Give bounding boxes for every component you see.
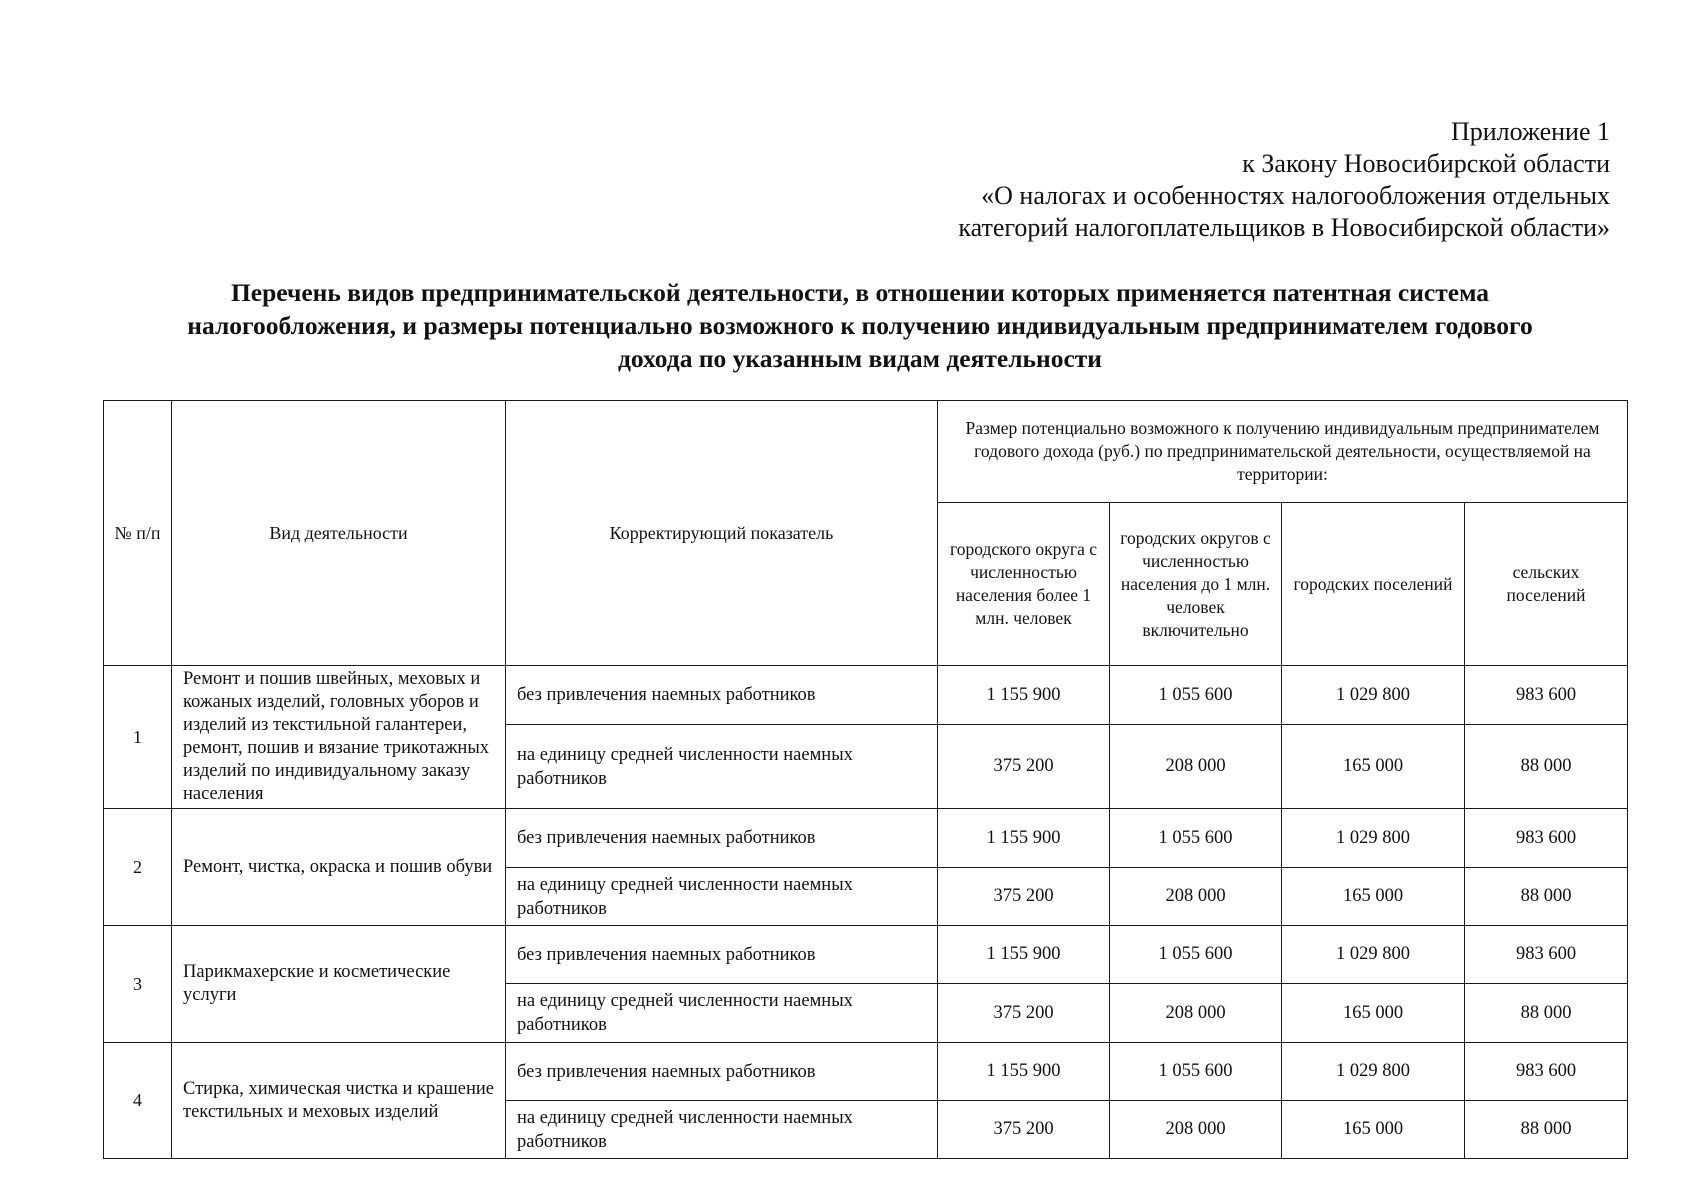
row-value: 88 000 xyxy=(1465,725,1628,809)
row-indicator: на единицу средней численности наемных работников xyxy=(506,725,938,809)
row-indicator: на единицу средней численности наемных работников xyxy=(506,868,938,926)
row-value: 165 000 xyxy=(1282,984,1465,1043)
header-urban-settlements xyxy=(1282,503,1465,666)
row-value: 375 200 xyxy=(938,1101,1110,1159)
row-value: 1 055 600 xyxy=(1110,809,1282,868)
row-value: 375 200 xyxy=(938,725,1110,809)
row-value: 983 600 xyxy=(1465,1043,1628,1101)
table-row xyxy=(104,666,1628,725)
row-value: 1 029 800 xyxy=(1282,926,1465,984)
row-value: 88 000 xyxy=(1465,1101,1628,1159)
row-value: 208 000 xyxy=(1110,868,1282,926)
row-activity: Стирка, химическая чистка и крашение текстильных и меховых изделий xyxy=(172,1043,506,1159)
row-value: 1 155 900 xyxy=(938,1043,1110,1101)
header-income-size-text: Размер потенциально возможного к получению индивидуальным предпринимателем годового дохода (руб.) по предпринимательской деятельности, осуществляемой на территории: xyxy=(965,418,1600,484)
row-value: 1 029 800 xyxy=(1282,1043,1465,1101)
appendix-line: к Закону Новосибирской области xyxy=(1242,149,1610,178)
header-num: № п/п xyxy=(104,401,172,666)
header-city-over-1m-text: городского округа с численностью населения более 1 млн. человек xyxy=(950,539,1097,628)
row-value: 1 055 600 xyxy=(1110,1043,1282,1101)
row-indicator: без привлечения наемных работников xyxy=(506,809,938,868)
row-value: 1 029 800 xyxy=(1282,809,1465,868)
table-row xyxy=(104,1043,1628,1101)
header-rural-settlements-text: сельских поселений xyxy=(1506,562,1586,605)
row-indicator: на единицу средней численности наемных работников xyxy=(506,984,938,1043)
row-number: 2 xyxy=(104,809,172,926)
table-row xyxy=(104,809,1628,868)
row-value: 165 000 xyxy=(1282,725,1465,809)
row-value: 165 000 xyxy=(1282,868,1465,926)
header-urban-settlements-text: городских поселений xyxy=(1293,573,1453,594)
row-value: 375 200 xyxy=(938,868,1110,926)
header-cities-under-1m xyxy=(1110,503,1282,666)
row-indicator: без привлечения наемных работников xyxy=(506,1043,938,1101)
row-value: 1 155 900 xyxy=(938,809,1110,868)
row-value: 1 155 900 xyxy=(938,926,1110,984)
row-activity: Ремонт, чистка, окраска и пошив обуви xyxy=(172,809,506,926)
row-value: 88 000 xyxy=(1465,868,1628,926)
header-indicator: Корректирующий показатель xyxy=(506,401,938,666)
header-cities-under-1m-text: городских округов с численностью населения до 1 млн. человек включительно xyxy=(1120,527,1271,640)
row-number: 4 xyxy=(104,1043,172,1159)
appendix-line: категорий налогоплательщиков в Новосибирской области» xyxy=(958,213,1610,242)
row-value: 1 055 600 xyxy=(1110,666,1282,725)
title-line: налогообложения, и размеры потенциально возможного к получению индивидуальным предпринимателем годового xyxy=(187,311,1533,340)
appendix-header xyxy=(958,116,1610,244)
header-city-over-1m xyxy=(938,503,1110,666)
appendix-line: Приложение 1 xyxy=(1450,117,1610,146)
row-number: 3 xyxy=(104,926,172,1043)
row-value: 1 055 600 xyxy=(1110,926,1282,984)
header-activity: Вид деятельности xyxy=(172,401,506,666)
row-value: 208 000 xyxy=(1110,984,1282,1043)
row-value: 1 029 800 xyxy=(1282,666,1465,725)
row-indicator: без привлечения наемных работников xyxy=(506,666,938,725)
row-value: 983 600 xyxy=(1465,809,1628,868)
row-indicator: без привлечения наемных работников xyxy=(506,926,938,984)
header-rural-settlements xyxy=(1465,503,1628,666)
row-value: 1 155 900 xyxy=(938,666,1110,725)
row-indicator: на единицу средней численности наемных работников xyxy=(506,1101,938,1159)
title-line: Перечень видов предпринимательской деятельности, в отношении которых применяется патентная система xyxy=(230,278,1490,307)
row-activity: Парикмахерские и косметические услуги xyxy=(172,926,506,1043)
row-value: 983 600 xyxy=(1465,926,1628,984)
document-title xyxy=(100,276,1620,375)
appendix-line: «О налогах и особенностях налогообложения отдельных xyxy=(981,181,1610,210)
row-value: 208 000 xyxy=(1110,725,1282,809)
row-value: 165 000 xyxy=(1282,1101,1465,1159)
header-income-size xyxy=(938,401,1628,503)
activities-table xyxy=(103,400,1628,1159)
row-value: 88 000 xyxy=(1465,984,1628,1043)
row-value: 208 000 xyxy=(1110,1101,1282,1159)
row-value: 983 600 xyxy=(1465,666,1628,725)
table-row xyxy=(104,926,1628,984)
row-activity: Ремонт и пошив швейных, меховых и кожаных изделий, головных уборов и изделий из текстильной галантереи, ремонт, пошив и вязание трикотажных изделий по индивидуальному заказу населения xyxy=(172,666,506,809)
row-number: 1 xyxy=(104,666,172,809)
title-line: дохода по указанным видам деятельности xyxy=(618,344,1102,373)
row-value: 375 200 xyxy=(938,984,1110,1043)
